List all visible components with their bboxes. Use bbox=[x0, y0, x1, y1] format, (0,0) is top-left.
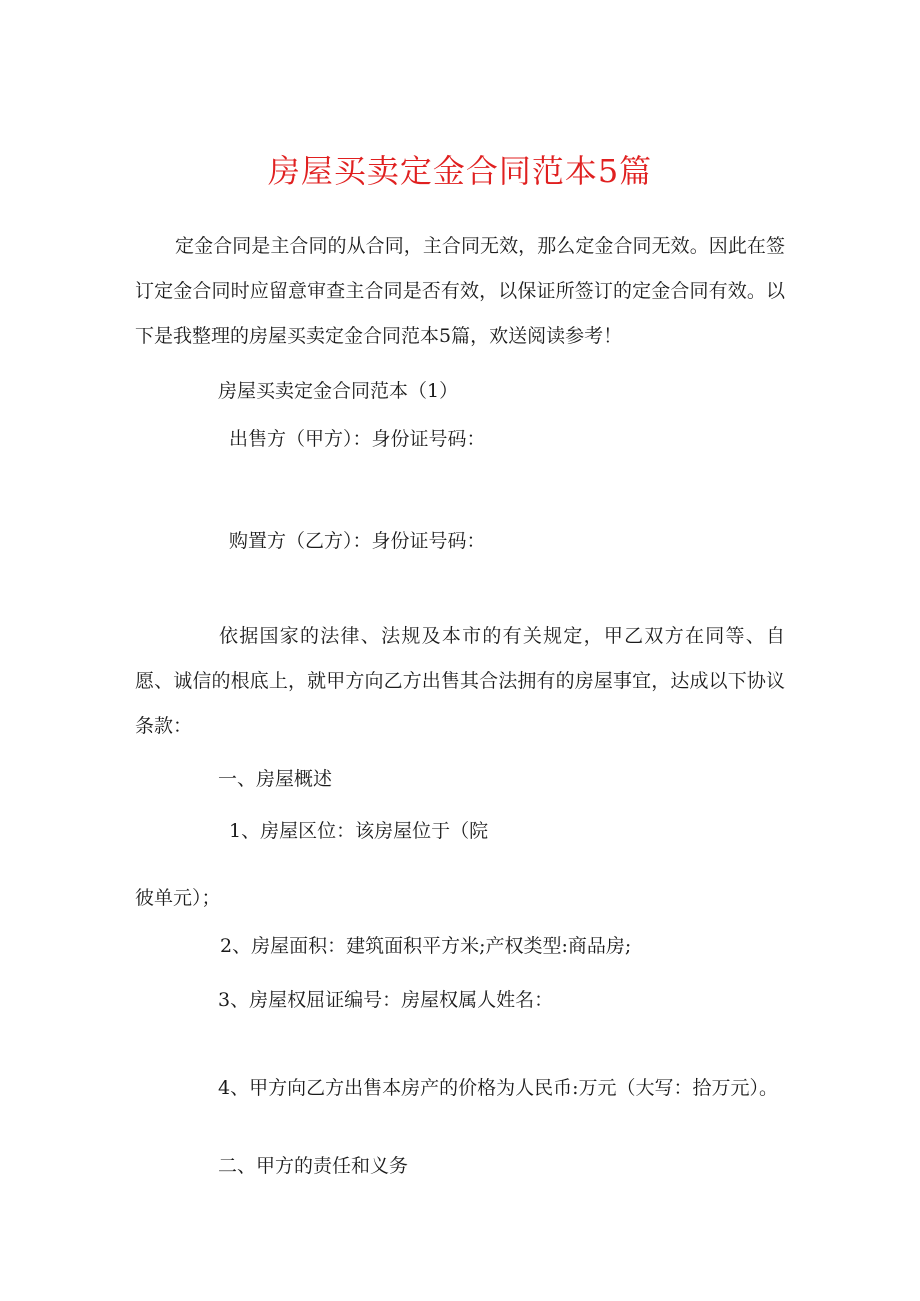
item-1-location: 1、房屋区位：该房屋位于（院 bbox=[229, 820, 489, 842]
item-1-continuation: 彼单元）； bbox=[135, 887, 221, 909]
seller-line: 出售方（甲方）：身份证号码： bbox=[229, 428, 486, 450]
item-4-price: 4、甲方向乙方出售本房产的价格为人民币:万元（大写：拾万元）。 bbox=[218, 1077, 778, 1099]
agreement-paragraph: 依据国家的法律、法规及本市的有关规定，甲乙双方在同等、自愿、诚信的根底上，就甲方向乙方出售其合法拥有的房屋事宜，达成以下协议条款： bbox=[135, 625, 785, 737]
buyer-line: 购置方（乙方）：身份证号码： bbox=[229, 530, 486, 552]
item-2-area: 2、房屋面积：建筑面积平方米;产权类型:商品房; bbox=[220, 935, 632, 957]
item-3-certificate: 3、房屋权屈证编号：房屋权属人姓名： bbox=[218, 989, 554, 1011]
document-title: 房屋买卖定金合同范本5篇 bbox=[267, 152, 653, 190]
heading-seller-duties: 二、甲方的责任和义务 bbox=[218, 1155, 409, 1177]
intro-paragraph: 定金合同是主合同的从合同，主合同无效，那么定金合同无效。因此在签订定金合同时应留意审查主合同是否有效，以保证所签订的定金合同有效。以下是我整理的房屋买卖定金合同范本5篇，欢送阅读参考！ bbox=[135, 235, 785, 347]
section-title: 房屋买卖定金合同范本（1） bbox=[218, 380, 459, 402]
heading-property-overview: 一、房屋概述 bbox=[218, 768, 333, 790]
